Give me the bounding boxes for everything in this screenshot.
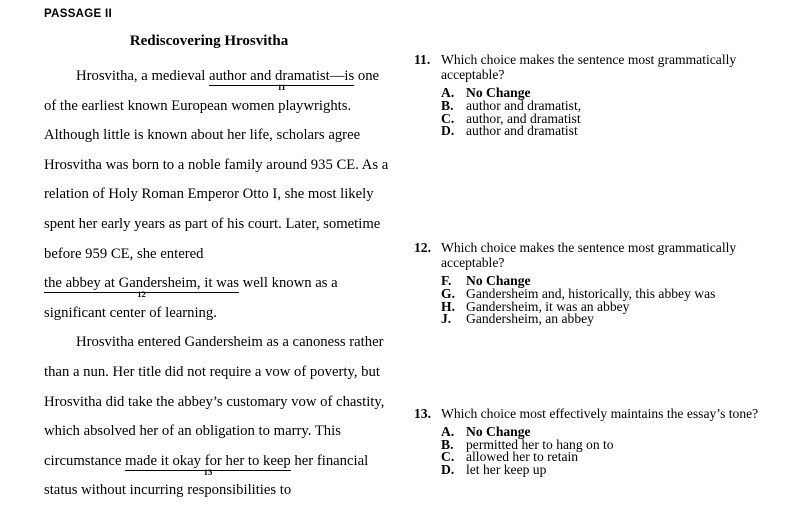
question-stem-text: Which choice most effectively maintains the essay’s tone? — [441, 406, 759, 421]
answer-choice-text: author, and dramatist — [466, 110, 581, 126]
question-number: 11. — [414, 52, 431, 67]
answer-choice-text: No Change — [466, 424, 531, 440]
answer-choice-letter: C. — [441, 449, 455, 465]
answer-choices — [414, 275, 782, 325]
passage-text-run: Hrosvitha entered Gandersheim as a canoness rather than a nun. Her title did not require a vow of poverty, but Hrosvitha did take the abbey’s customary vow of chastity, which absolved her of an obligation to marry. This circumstance — [44, 334, 385, 469]
question-marker-13: 13 — [203, 466, 213, 477]
answer-choice-letter: B. — [441, 436, 454, 452]
answer-choice-text: Gandersheim and, historically, this abbey was — [466, 286, 716, 301]
answer-choices — [414, 87, 782, 137]
underlined-segment-12[interactable] — [44, 275, 239, 300]
question-stem-text: Which choice makes the sentence most grammatically acceptable? — [441, 240, 737, 271]
question-block — [414, 240, 782, 326]
passage-text-run: well known as a significant center of learning. — [44, 275, 338, 321]
underlined-segment-text: made it okay for her to keep — [125, 452, 291, 469]
question-number: 13. — [414, 406, 431, 421]
question-marker-12: 12 — [137, 289, 146, 300]
underlined-segment-text: author and dramatist—is — [208, 68, 355, 84]
passage-body — [44, 62, 389, 506]
answer-choice-text: author and dramatist, — [466, 98, 582, 113]
passage-text-run: Hrosvitha, a medieval — [76, 68, 209, 84]
question-number: 12. — [414, 240, 431, 255]
answer-choice-letter: D. — [441, 123, 455, 139]
underlined-segment-13[interactable] — [125, 452, 291, 477]
underlined-segment-text: the abbey at Gandersheim, it was — [44, 275, 239, 292]
question-stem — [414, 240, 782, 270]
answer-choice-J[interactable] — [441, 313, 782, 326]
question-block — [414, 52, 782, 138]
question-stem-text: Which choice makes the sentence most grammatically acceptable? — [441, 52, 737, 83]
answer-choice-letter: G. — [441, 286, 455, 301]
answer-choice-text: allowed her to retain — [466, 449, 579, 465]
question-block — [414, 406, 782, 477]
answer-choice-text: No Change — [466, 273, 531, 289]
answer-choice-text: No Change — [466, 85, 531, 101]
passage-column — [44, 0, 389, 506]
answer-choice-letter: B. — [441, 98, 454, 113]
answer-choice-text: Gandersheim, it was an abbey — [466, 298, 630, 314]
answer-choice-letter: C. — [441, 110, 455, 126]
answer-choice-letter: F. — [441, 273, 452, 289]
answer-choice-letter: A. — [441, 424, 455, 440]
underlined-segment-11[interactable] — [208, 68, 355, 92]
answer-choice-letter: J. — [441, 311, 452, 327]
answer-choice-letter: A. — [441, 85, 455, 101]
answer-choice-letter: H. — [441, 298, 455, 314]
passage-text-run: her financial status without incurring responsibilities to — [44, 452, 369, 499]
passage-paragraph — [44, 62, 389, 328]
passage-title: Rediscovering Hrosvitha — [129, 33, 289, 49]
question-stem — [414, 406, 782, 421]
passage-paragraph — [44, 328, 389, 506]
answer-choice-D[interactable] — [441, 125, 782, 138]
answer-choice-text: Gandersheim, an abbey — [466, 311, 594, 327]
answer-choices — [414, 426, 782, 476]
question-marker-11: 11 — [277, 82, 286, 92]
answer-choice-D[interactable] — [441, 461, 782, 477]
answer-choice-text: permitted her to hang on to — [466, 436, 614, 452]
passage-text-run: one of the earliest known European women playwrights. Although little is known about her life, scholars agree Hrosvitha was born to a noble family around 935 CE. As a relation of Holy Roman Emperor Otto I, she most likely spent her early years as part of his court. Later, sometime before 959 CE, she entered — [44, 68, 389, 262]
answer-choice-letter: D. — [441, 461, 455, 477]
question-stem — [414, 52, 782, 82]
answer-choice-text: let her keep up — [466, 461, 547, 477]
passage-label: PASSAGE II — [44, 8, 112, 20]
answer-choice-text: author and dramatist — [466, 123, 578, 139]
